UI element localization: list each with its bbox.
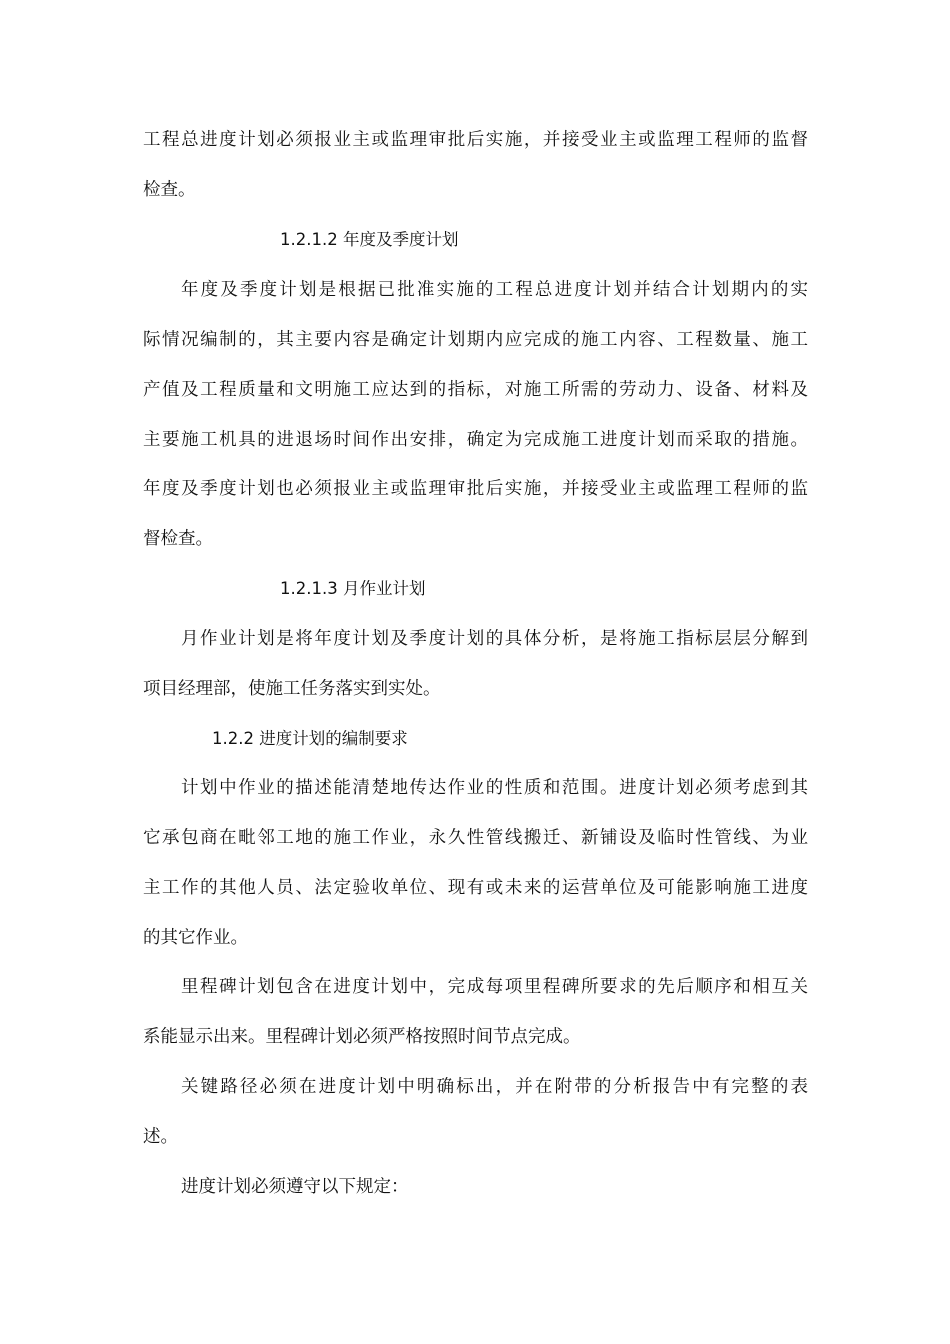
paragraph-line: 进度计划必须遵守以下规定： <box>181 1177 409 1197</box>
paragraph-line: 关键路径必须在进度计划中明确标出，并在附带的分析报告中有完整的表 <box>181 1077 808 1097</box>
paragraph-line: 的其它作业。 <box>143 928 248 948</box>
paragraph-line: 年度及季度计划是根据已批准实施的工程总进度计划并结合计划期内的实 <box>181 280 808 300</box>
paragraph-line: 计划中作业的描述能清楚地传达作业的性质和范围。进度计划必须考虑到其 <box>181 778 808 798</box>
paragraph-line: 检查。 <box>143 180 196 200</box>
paragraph-line: 主要施工机具的进退场时间作出安排，确定为完成施工进度计划而采取的措施。 <box>143 430 808 450</box>
section-heading-1-2-1-2: 1.2.1.2 年度及季度计划 <box>280 230 459 249</box>
paragraph-line: 主工作的其他人员、法定验收单位、现有或未来的运营单位及可能影响施工进度 <box>143 878 808 898</box>
section-heading-1-2-1-3: 1.2.1.3 月作业计划 <box>280 579 426 598</box>
paragraph-line: 里程碑计划包含在进度计划中，完成每项里程碑所要求的先后顺序和相互关 <box>181 977 808 997</box>
paragraph-line: 产值及工程质量和文明施工应达到的指标，对施工所需的劳动力、设备、材料及 <box>143 380 808 400</box>
paragraph-line: 年度及季度计划也必须报业主或监理审批后实施，并接受业主或监理工程师的监 <box>143 479 808 499</box>
paragraph-line: 述。 <box>143 1127 178 1147</box>
paragraph-line: 工程总进度计划必须报业主或监理审批后实施，并接受业主或监理工程师的监督 <box>143 130 808 150</box>
paragraph-line: 际情况编制的，其主要内容是确定计划期内应完成的施工内容、工程数量、施工 <box>143 330 808 350</box>
paragraph-line: 项目经理部，使施工任务落实到实处。 <box>143 679 441 699</box>
section-heading-1-2-2: 1.2.2 进度计划的编制要求 <box>212 729 408 748</box>
paragraph-line: 系能显示出来。里程碑计划必须严格按照时间节点完成。 <box>143 1027 581 1047</box>
paragraph-line: 督检查。 <box>143 529 213 549</box>
paragraph-line: 月作业计划是将年度计划及季度计划的具体分析，是将施工指标层层分解到 <box>181 629 808 649</box>
paragraph-line: 它承包商在毗邻工地的施工作业，永久性管线搬迁、新铺设及临时性管线、为业 <box>143 828 808 848</box>
